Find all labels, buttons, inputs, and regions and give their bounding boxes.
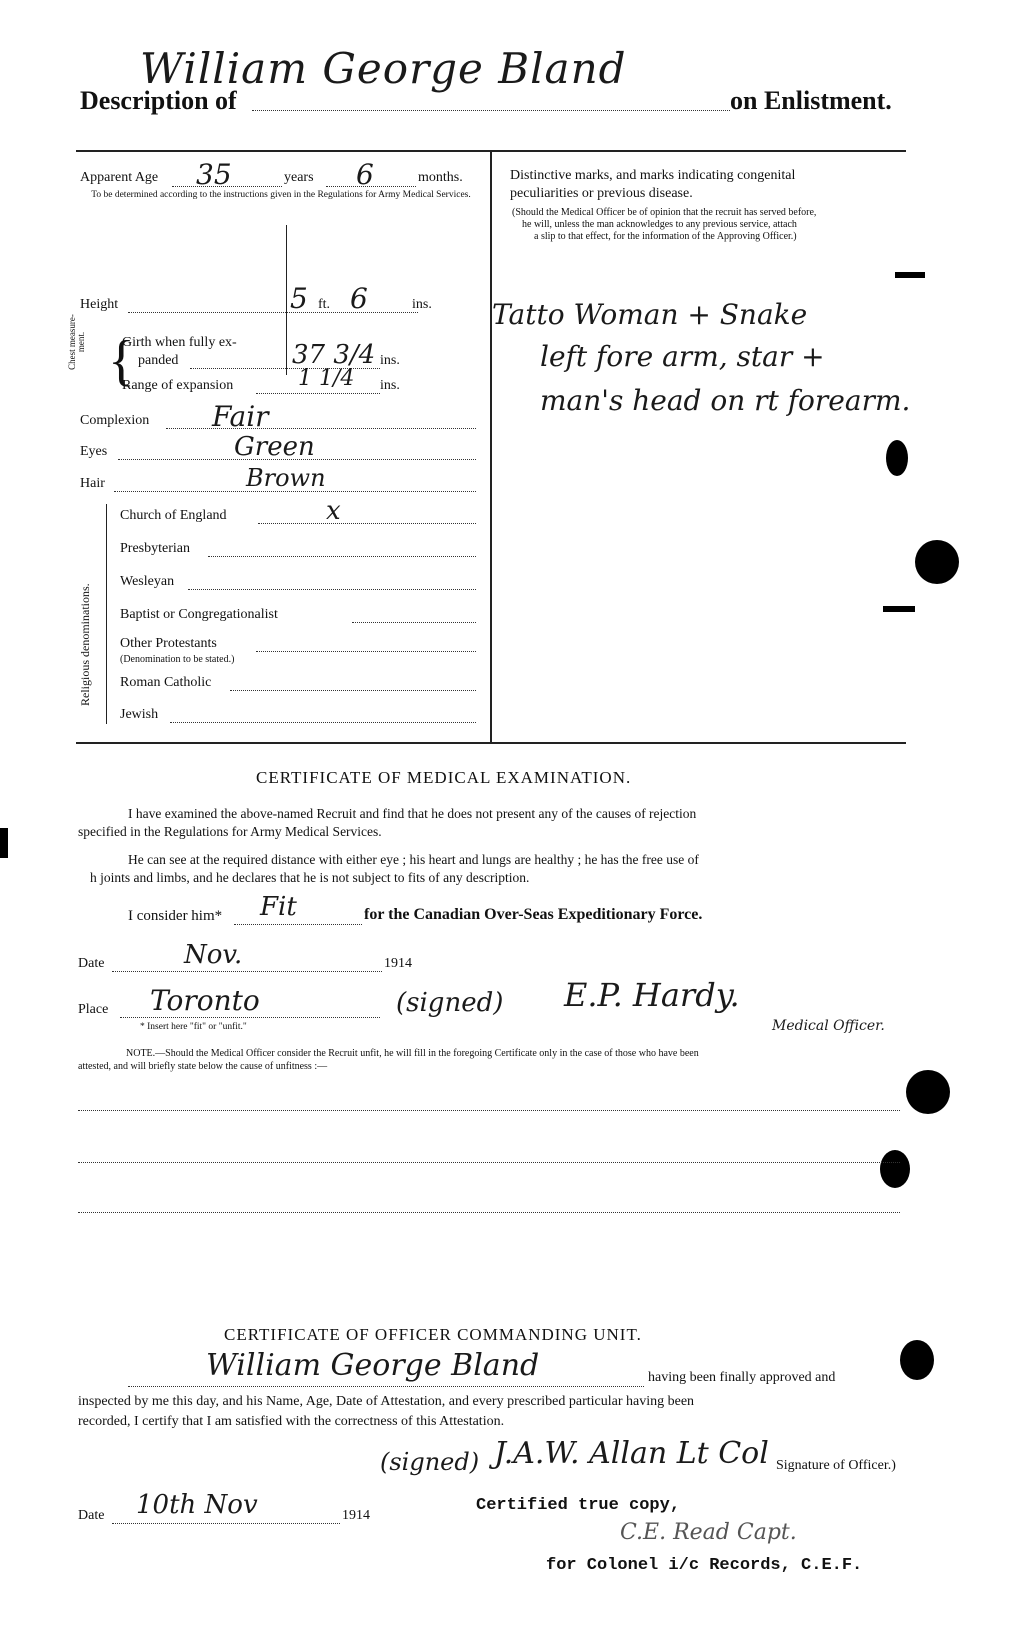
medical-note-line2: attested, and will briefly state below the cause of unfitness :— [78,1061,328,1072]
eyes-value: Green [234,432,315,462]
religion-other-protestants: Other Protestants [120,636,217,651]
page-edge-mark [895,272,925,278]
girth-label-2: panded [138,353,179,368]
medical-place-line [120,1017,380,1018]
age-years-value: 35 [196,158,232,191]
marks-handwritten-3: man's head on rt forearm. [540,384,911,417]
religion-line [188,589,476,590]
ft-label: ft. [318,297,331,312]
medical-date-label: Date [78,956,105,971]
header-title-post: on Enlistment. [730,86,892,115]
religion-line [230,690,476,691]
commanding-date-value: 10th Nov [136,1490,258,1520]
medical-insert-note: * Insert here "fit" or "unfit." [140,1022,247,1032]
commanding-sig-label: Signature of Officer.) [776,1458,896,1473]
religion-mark: x [326,496,341,526]
chest-brace: { [108,330,135,392]
girth-value: 37 3/4 [292,340,376,370]
height-line [128,312,418,313]
chest-side-label [68,312,86,372]
commanding-year: 1914 [342,1508,370,1523]
commanding-date-label: Date [78,1508,105,1523]
height-ft-value: 5 [290,282,308,315]
range-line [256,393,380,394]
certified-copy: Certified true copy, [476,1496,681,1515]
medical-note-line1: NOTE.—Should the Medical Officer consider the Recruit unfit, he will fill in the foregoing Certificate only in the case of those who have been [126,1048,699,1059]
commanding-line3: recorded, I certify that I am satisfied with the correctness of this Attestation. [78,1414,505,1429]
medical-place-label: Place [78,1002,109,1017]
girth-label-1: Girth when fully ex- [122,335,237,350]
religion-line [352,622,476,623]
complexion-value: Fair [212,400,269,433]
medical-heading: CERTIFICATE OF MEDICAL EXAMINATION. [256,768,632,787]
commanding-line1-post: having been finally approved and [648,1370,836,1385]
range-ins: ins. [380,378,400,393]
medical-year: 1914 [384,956,412,971]
unfitness-line-1 [78,1110,900,1111]
hair-label: Hair [80,476,105,491]
page-edge-mark [883,606,915,612]
age-note [86,190,476,201]
religion-baptist: Baptist or Congregationalist [120,607,278,622]
medical-para1-line1: I have examined the above-named Recruit and find that he does not present any of the causes of rejection [128,806,697,821]
commanding-signed: (signed) [380,1448,480,1476]
consider-pre: I consider him* [128,908,223,924]
girth-ins: ins. [380,353,400,368]
religion-jewish: Jewish [120,707,159,722]
religion-roman-catholic: Roman Catholic [120,675,212,690]
commanding-line2: inspected by me this day, and his Name, Age, Date of Attestation, and every prescribed particular having been [78,1394,695,1409]
age-label: Apparent Age [80,170,159,185]
medical-para2-line1: He can see at the required distance with either eye ; his heart and lungs are healthy ; he has the free use of [128,852,699,867]
for-colonel-line: for Colonel i/c Records, C.E.F. [546,1556,863,1575]
punch-hole [900,1340,934,1380]
form-column-divider [490,150,492,742]
ins-label: ins. [412,297,432,312]
marks-heading-1: Distinctive marks, and marks indicating congenital [510,168,796,183]
range-value: 1 1/4 [298,366,355,391]
page-edge-mark [0,828,8,858]
medical-para1-line2: specified in the Regulations for Army Medical Services. [78,824,382,839]
header-name-handwritten: William George Bland [140,44,627,93]
consider-value: Fit [260,892,297,922]
medical-officer-title: Medical Officer. [772,1018,885,1034]
unfitness-line-3 [78,1212,900,1213]
religion-wesleyan: Wesleyan [120,574,175,589]
religion-presbyterian: Presbyterian [120,541,190,556]
age-months-value: 6 [356,158,374,191]
religion-line [256,651,476,652]
religion-side-text: Religious denominations. [78,583,92,706]
hair-value: Brown [246,464,326,492]
other-protestants-note: (Denomination to be stated.) [120,654,235,665]
age-note-text: To be determined according to the instructions given in the Regulations for Army Medical Services. [91,190,471,200]
medical-place-value: Toronto [150,984,260,1017]
commanding-name-handwritten: William George Bland [206,1348,540,1383]
consider-line [234,924,362,925]
commanding-date-line [112,1523,340,1524]
medical-para2-line2: h joints and limbs, and he declares that he is not subject to fits of any description. [90,870,530,885]
height-label: Height [80,297,119,312]
years-label: years [284,170,314,185]
commanding-name-line [128,1386,644,1387]
consider-post: for the Canadian Over-Seas Expeditionary Force. [364,906,703,923]
height-in-value: 6 [350,282,368,315]
religion-line [258,523,476,524]
medical-signed: (signed) [396,988,504,1018]
commanding-heading: CERTIFICATE OF OFFICER COMMANDING UNIT. [224,1325,642,1344]
range-label: Range of expansion [122,378,234,393]
marks-heading-2: peculiarities or previous disease. [510,186,693,201]
religion-side-label [78,583,93,706]
punch-hole [880,1150,910,1188]
form-bottom-border [76,742,906,744]
header-title-pre: Description of [80,86,237,115]
commanding-signature: J.A.W. Allan Lt Col [494,1436,769,1471]
religion-line [170,722,476,723]
unfitness-line-2 [78,1162,900,1163]
marks-note-2: he will, unless the man acknowledges to any previous service, attach [522,219,797,230]
religion-church-of-england: Church of England [120,508,227,523]
medical-date-line [112,971,382,972]
left-inner-divider [286,225,287,375]
header-name-line [252,110,730,111]
marks-note-1: (Should the Medical Officer be of opinion that the recruit has served before, [512,207,817,218]
religion-bracket [106,504,107,724]
medical-date-value: Nov. [184,940,243,970]
eyes-label: Eyes [80,444,108,459]
marks-handwritten-1: Tatto Woman + Snake [492,298,808,331]
marks-handwritten-2: left fore arm, star + [540,340,825,373]
religion-line [208,556,476,557]
medical-signature: E.P. Hardy. [564,976,740,1014]
certifier-signature: C.E. Read Capt. [620,1520,797,1545]
chest-side-text: Chest measure-ment. [67,314,86,370]
punch-hole [886,440,908,476]
punch-hole [906,1070,950,1114]
months-label: months. [418,170,463,185]
punch-hole [915,540,959,584]
complexion-label: Complexion [80,413,150,428]
marks-note-3: a slip to that effect, for the information of the Approving Officer.) [534,231,797,242]
